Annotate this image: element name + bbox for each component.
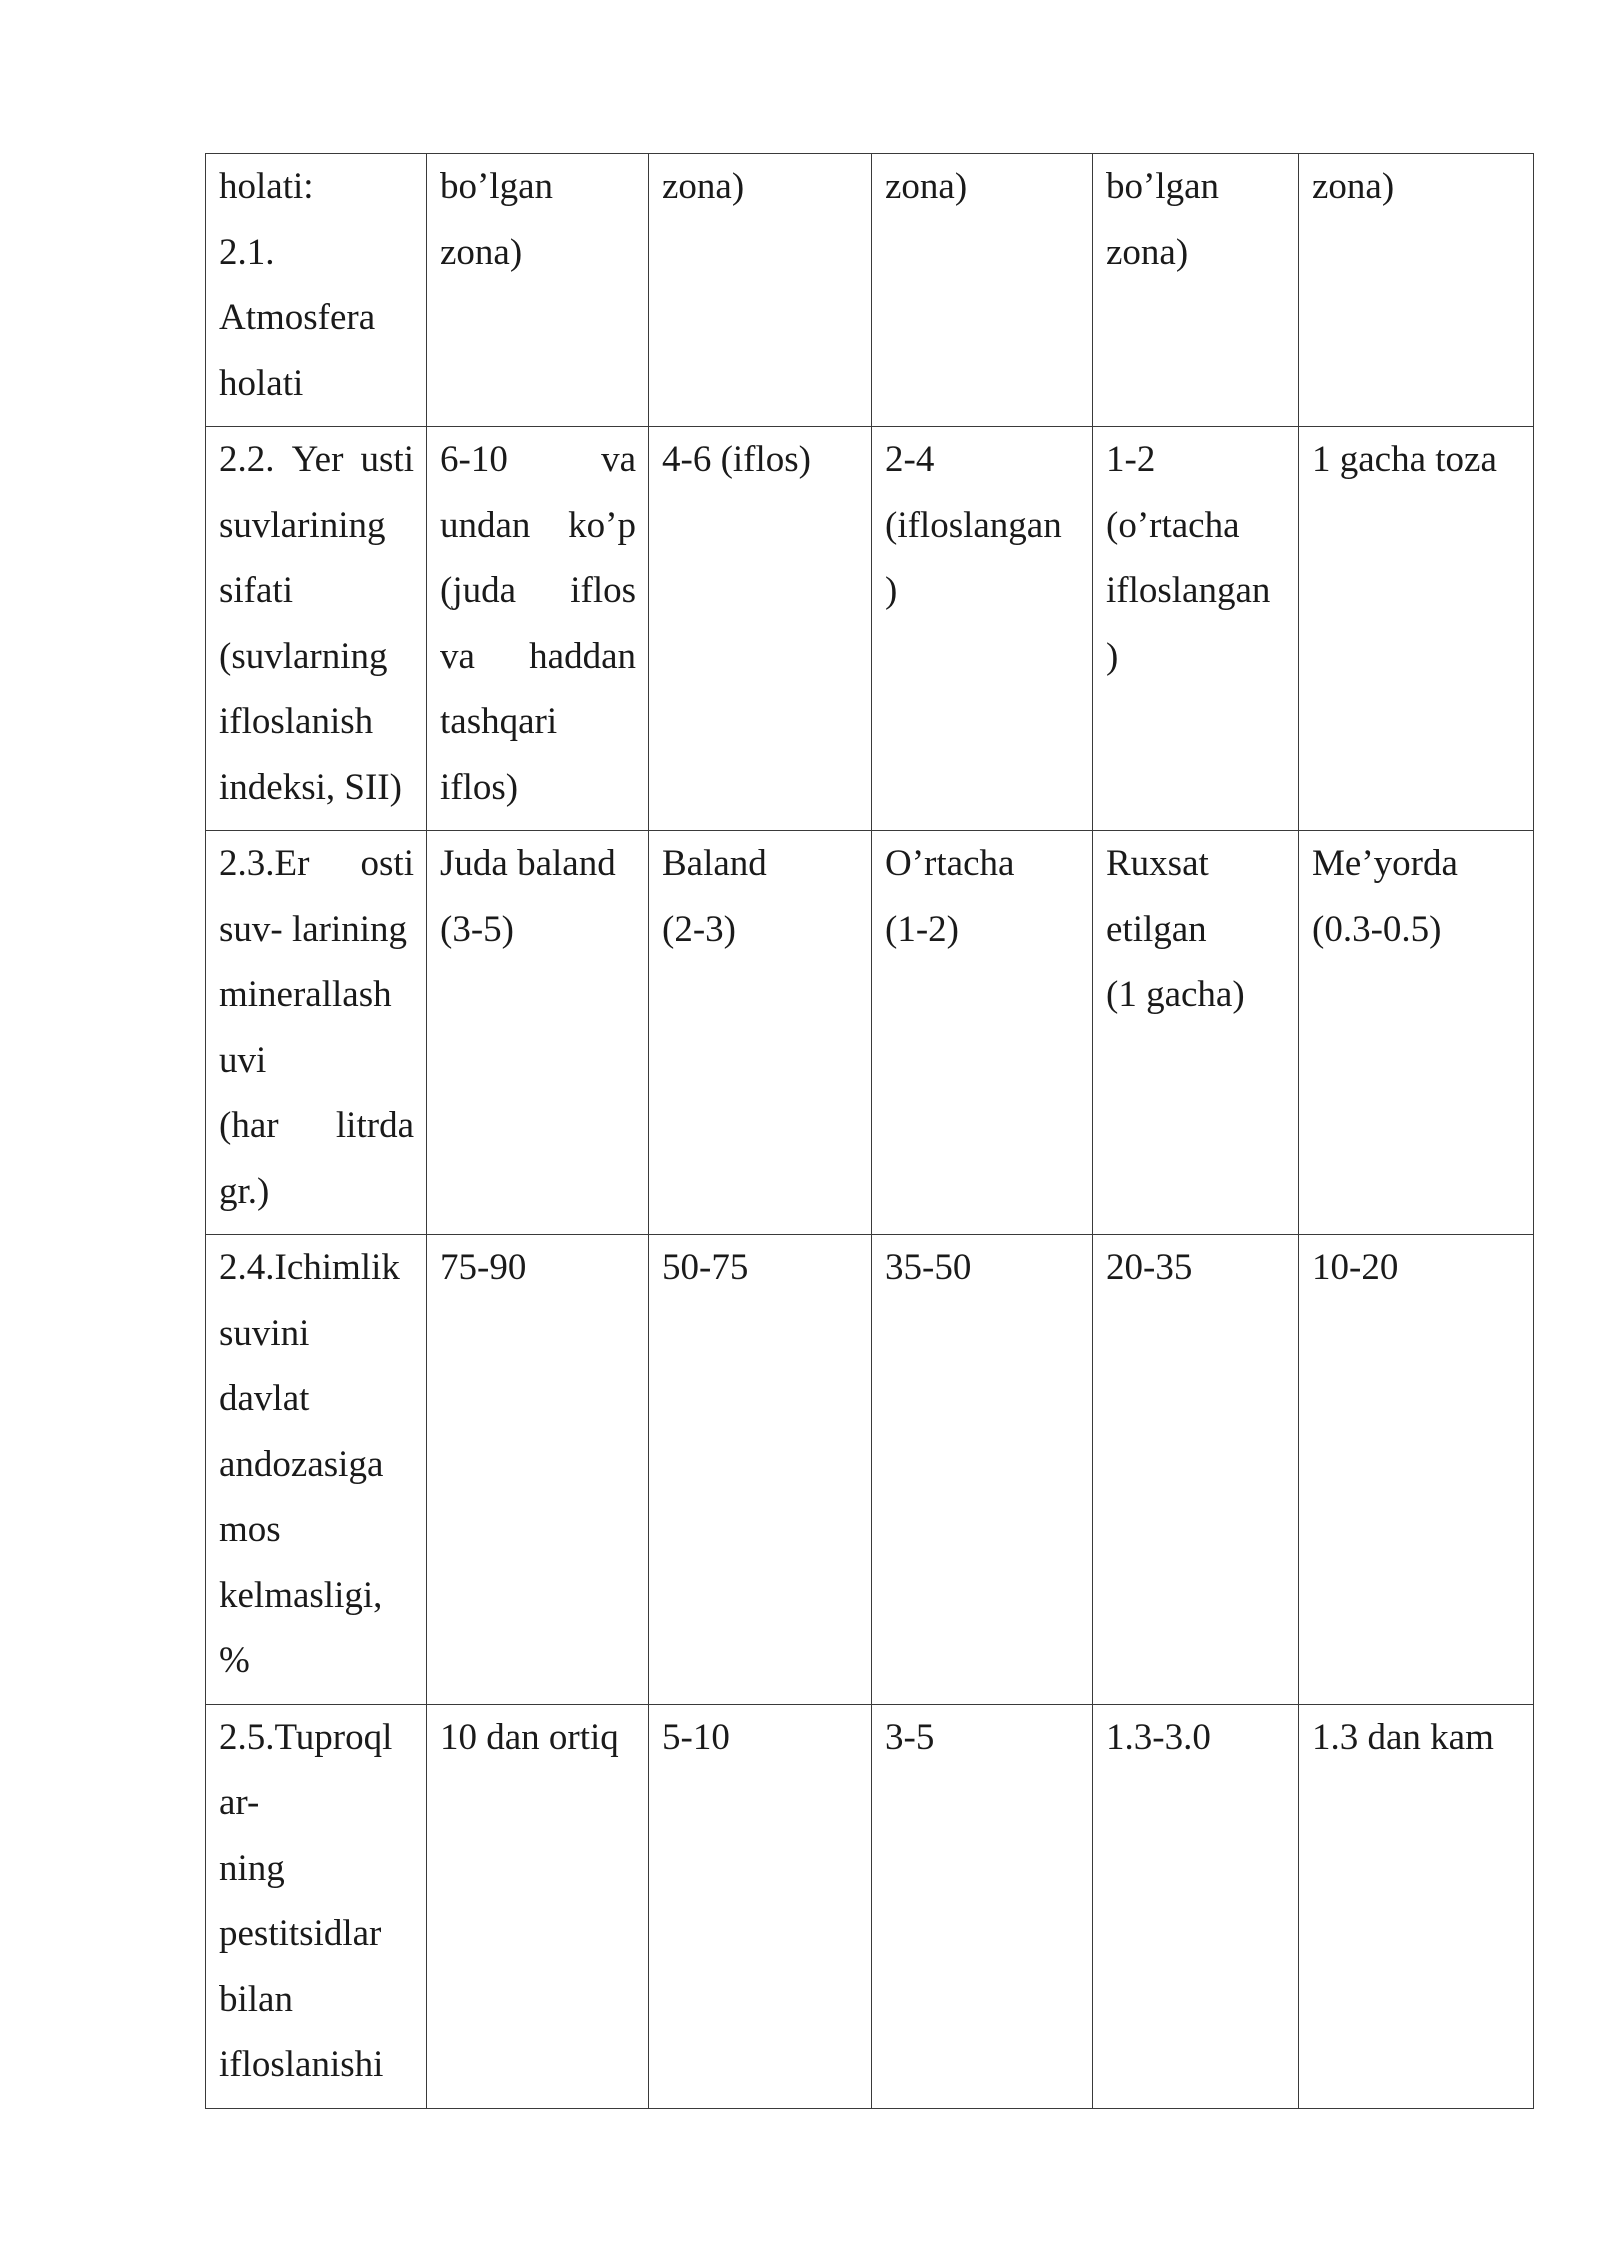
cell-line: ) — [885, 570, 898, 611]
value-cell — [427, 154, 649, 427]
value-cell — [427, 1235, 649, 1705]
value-cell — [1093, 427, 1299, 831]
value-cell — [1299, 831, 1534, 1235]
cell-line: ar- — [219, 1782, 260, 1823]
value-cell — [1093, 154, 1299, 427]
cell-line: (1-2) — [885, 908, 959, 950]
cell-line: holati: — [219, 166, 314, 207]
cell-line: 2-4 — [885, 439, 935, 480]
value-cell — [1093, 1235, 1299, 1705]
cell-line: 1 gacha toza — [1312, 439, 1497, 480]
cell-line: 20-35 — [1106, 1247, 1193, 1288]
value-cell — [427, 1704, 649, 2108]
value-cell — [1299, 1704, 1534, 2108]
cell-line: (2-3) — [662, 908, 736, 950]
cell-line: Ruxsat — [1106, 843, 1209, 884]
cell-line: 1-2 — [1106, 439, 1156, 480]
cell-line: 5-10 — [662, 1716, 730, 1758]
cell-line: (suvlarning — [219, 635, 388, 677]
cell-line: 4-6 (iflos) — [662, 439, 811, 480]
table-row — [206, 427, 1534, 831]
indicator-cell — [206, 154, 427, 427]
table-row — [206, 1235, 1534, 1705]
table-row — [206, 831, 1534, 1235]
cell-line: zona) — [1312, 166, 1395, 207]
cell-line: % — [219, 1640, 250, 1681]
cell-line: pestitsidlar — [219, 1913, 382, 1954]
cell-line: Me’yorda — [1312, 843, 1458, 884]
cell-line: (1 gacha) — [1106, 974, 1245, 1015]
cell-line: 10-20 — [1312, 1247, 1399, 1288]
cell-line: 1.3 dan kam — [1312, 1716, 1494, 1758]
value-cell — [427, 831, 649, 1235]
cell-line: zona) — [662, 166, 745, 207]
value-cell — [1093, 1704, 1299, 2108]
cell-line: 2.3.Er osti — [219, 843, 414, 884]
cell-line: ifloslangan — [1106, 570, 1271, 611]
value-cell — [649, 427, 872, 831]
cell-line: 6-10 va — [440, 439, 636, 480]
table-row — [206, 154, 1534, 427]
cell-line: ifloslanish — [219, 701, 374, 742]
cell-line: Atmosfera — [219, 297, 376, 338]
cell-line: (juda iflos — [440, 570, 636, 611]
cell-line: bo’lgan — [440, 166, 554, 207]
value-cell — [1299, 154, 1534, 427]
cell-line: bilan — [219, 1978, 293, 2020]
cell-line: bo’lgan — [1106, 166, 1220, 207]
cell-line: Juda baland — [440, 843, 616, 884]
cell-line: 3-5 — [885, 1716, 935, 1758]
value-cell — [649, 154, 872, 427]
cell-line: 75-90 — [440, 1247, 527, 1288]
cell-line: gr.) — [219, 1170, 270, 1212]
cell-line: suvlarining — [219, 504, 386, 546]
cell-line: va haddan — [440, 635, 636, 677]
cell-line: 50-75 — [662, 1247, 749, 1288]
cell-line: 35-50 — [885, 1247, 972, 1288]
value-cell — [649, 831, 872, 1235]
cell-line: suv- larining — [219, 908, 408, 950]
table-body — [206, 154, 1534, 2109]
value-cell — [872, 1235, 1093, 1705]
value-cell — [1299, 427, 1534, 831]
value-cell — [1093, 831, 1299, 1235]
cell-line: (o’rtacha — [1106, 504, 1240, 546]
cell-line: davlat — [219, 1378, 310, 1419]
cell-line: undan ko’p — [440, 504, 636, 546]
cell-line: zona) — [440, 231, 523, 273]
classification-table — [205, 153, 1534, 2109]
cell-line: 2.4.Ichimlik — [219, 1247, 400, 1288]
cell-line: zona) — [1106, 231, 1189, 273]
cell-line: (har litrda — [219, 1105, 414, 1146]
value-cell — [649, 1704, 872, 2108]
indicator-cell — [206, 1704, 427, 2108]
cell-line: 1.3-3.0 — [1106, 1716, 1211, 1758]
cell-line: uvi — [219, 1039, 267, 1081]
cell-line: zona) — [885, 166, 968, 207]
cell-line: minerallash — [219, 974, 392, 1015]
cell-line: etilgan — [1106, 908, 1207, 950]
value-cell — [872, 831, 1093, 1235]
value-cell — [872, 1704, 1093, 2108]
cell-line: 2.5.Tuproql — [219, 1716, 393, 1758]
value-cell — [427, 427, 649, 831]
cell-line: (0.3-0.5) — [1312, 908, 1442, 950]
cell-line: tashqari — [440, 701, 558, 742]
cell-line: ) — [1106, 635, 1119, 677]
cell-line: ifloslanishi — [219, 2044, 384, 2085]
indicator-cell — [206, 1235, 427, 1705]
cell-line: holati — [219, 362, 304, 404]
cell-line: 10 dan ortiq — [440, 1716, 619, 1758]
cell-line: ning — [219, 1847, 285, 1889]
indicator-cell — [206, 427, 427, 831]
value-cell — [1299, 1235, 1534, 1705]
cell-line: sifati — [219, 570, 293, 611]
indicator-cell — [206, 831, 427, 1235]
cell-line: kelmasligi, — [219, 1574, 383, 1616]
cell-line: indeksi, SII) — [219, 766, 402, 808]
value-cell — [649, 1235, 872, 1705]
cell-line: (ifloslangan — [885, 504, 1062, 546]
table-row — [206, 1704, 1534, 2108]
cell-line: andozasiga — [219, 1443, 384, 1485]
cell-line: mos — [219, 1509, 281, 1550]
value-cell — [872, 154, 1093, 427]
cell-line: 2.1. — [219, 231, 275, 273]
value-cell — [872, 427, 1093, 831]
cell-line: suvini — [219, 1312, 310, 1354]
cell-line: O’rtacha — [885, 843, 1015, 884]
cell-line: Baland — [662, 843, 767, 884]
cell-line: 2.2. Yer usti — [219, 439, 414, 480]
cell-line: (3-5) — [440, 908, 514, 950]
cell-line: iflos) — [440, 766, 519, 808]
